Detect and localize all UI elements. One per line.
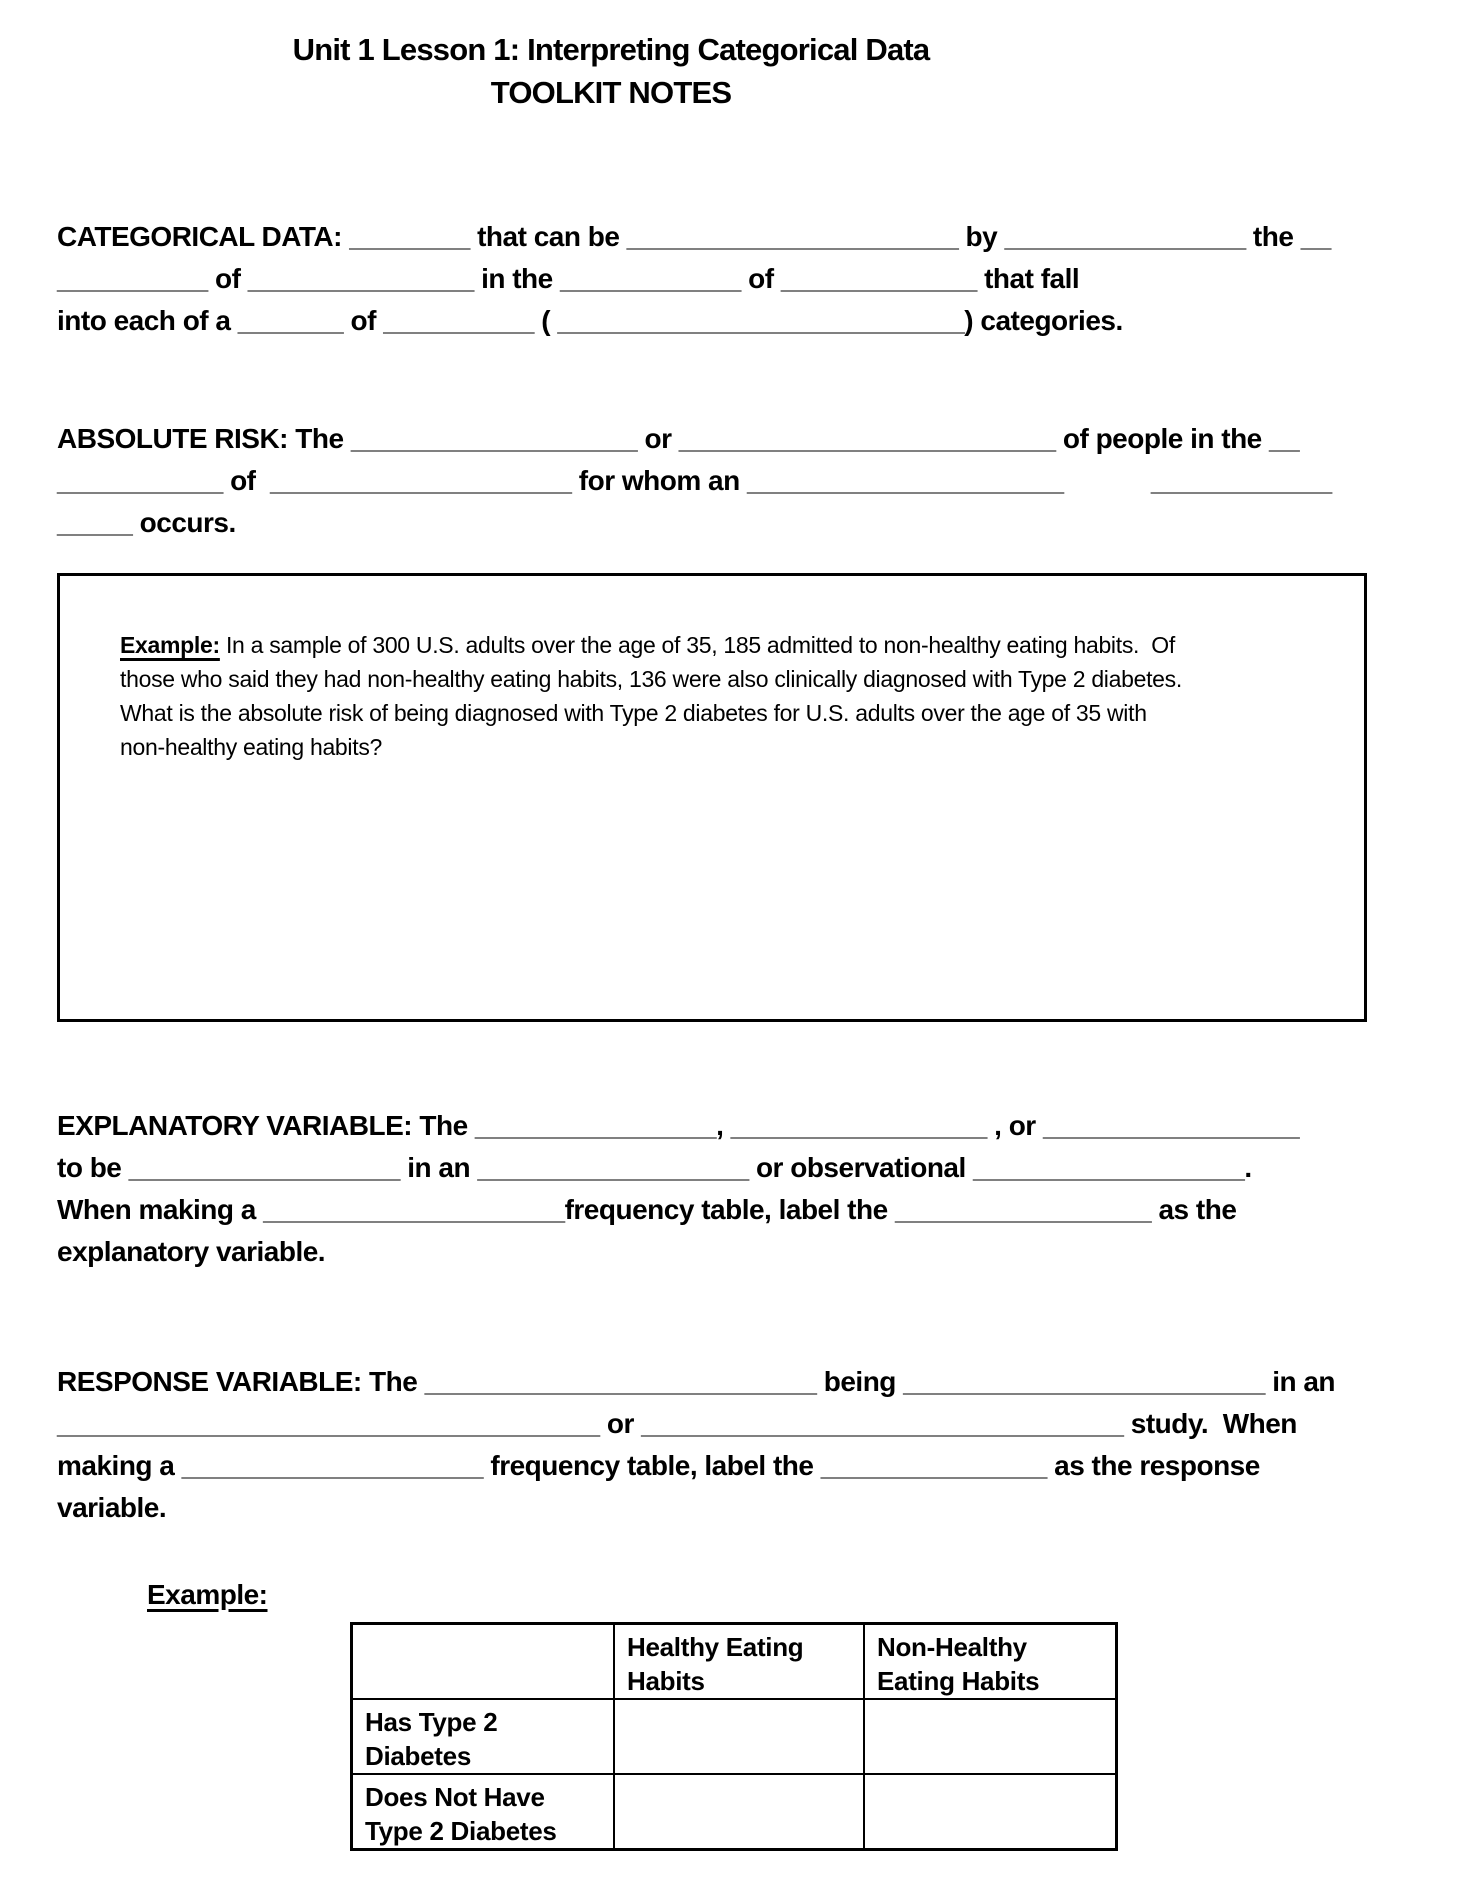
table-header-row [352, 1624, 1117, 1700]
categorical-data-line: __________ of _______________ in the ____________ of _____________ that fall [57, 263, 1080, 294]
categorical-data-line: CATEGORICAL DATA: ________ that can be ______________________ by ________________ the __ [57, 221, 1331, 252]
table-example-label: Example: [147, 1579, 268, 1610]
title-block [57, 28, 1165, 114]
example-text-line [120, 628, 1334, 662]
table-corner-cell [352, 1624, 615, 1700]
explanatory-variable-line: EXPLANATORY VARIABLE: The ________________, _________________ , or _________________ [57, 1110, 1300, 1141]
example-text-line: those who said they had non-healthy eating habits, 136 were also clinically diagnosed with Type 2 diabetes. [120, 666, 1182, 692]
page-title: Unit 1 Lesson 1: Interpreting Categorical Data [292, 32, 930, 67]
absolute-risk-section [57, 418, 1458, 544]
two-way-frequency-table [350, 1622, 1118, 1851]
example-box [57, 573, 1367, 1022]
table-row-label: Has Type 2 Diabetes [352, 1699, 615, 1774]
table-row [352, 1774, 1117, 1850]
response-variable-line: RESPONSE VARIABLE: The __________________________ being ________________________ in an [57, 1366, 1336, 1397]
table-empty-cell [864, 1699, 1117, 1774]
table-empty-cell [614, 1699, 864, 1774]
explanatory-variable-line: When making a ____________________frequency table, label the _________________ as the [57, 1194, 1237, 1225]
example-text: In a sample of 300 U.S. adults over the age of 35, 185 admitted to non-healthy eating habits. Of [219, 632, 1175, 658]
example-label: Example: [120, 632, 220, 658]
example-text-line: non-healthy eating habits? [120, 734, 383, 760]
explanatory-variable-line: to be __________________ in an __________________ or observational __________________. [57, 1152, 1252, 1183]
table-empty-cell [864, 1774, 1117, 1850]
page-subtitle: TOOLKIT NOTES [490, 75, 732, 110]
table-empty-cell [614, 1774, 864, 1850]
categorical-data-line: into each of a _______ of __________ ( ___________________________) categories. [57, 305, 1123, 336]
categorical-data-section [57, 216, 1458, 342]
explanatory-variable-section [57, 1105, 1458, 1273]
absolute-risk-line: ___________ of ____________________ for whom an _____________________ ____________ [57, 465, 1332, 496]
response-variable-line: making a ____________________ frequency table, label the _______________ as the response [57, 1450, 1260, 1481]
table-row-label: Does Not Have Type 2 Diabetes [352, 1774, 615, 1850]
table-row [352, 1699, 1117, 1774]
example-text-line: What is the absolute risk of being diagnosed with Type 2 diabetes for U.S. adults over the age of 35 with [120, 700, 1147, 726]
absolute-risk-line: ABSOLUTE RISK: The ___________________ or _________________________ of people in the __ [57, 423, 1300, 454]
response-variable-line: variable. [57, 1492, 167, 1523]
table-header-cell: Non-Healthy Eating Habits [864, 1624, 1117, 1700]
response-variable-line: ____________________________________ or ________________________________ study. When [57, 1408, 1297, 1439]
absolute-risk-line: _____ occurs. [57, 507, 236, 538]
response-variable-section [57, 1361, 1458, 1529]
explanatory-variable-line: explanatory variable. [57, 1236, 326, 1267]
table-header-cell: Healthy Eating Habits [614, 1624, 864, 1700]
